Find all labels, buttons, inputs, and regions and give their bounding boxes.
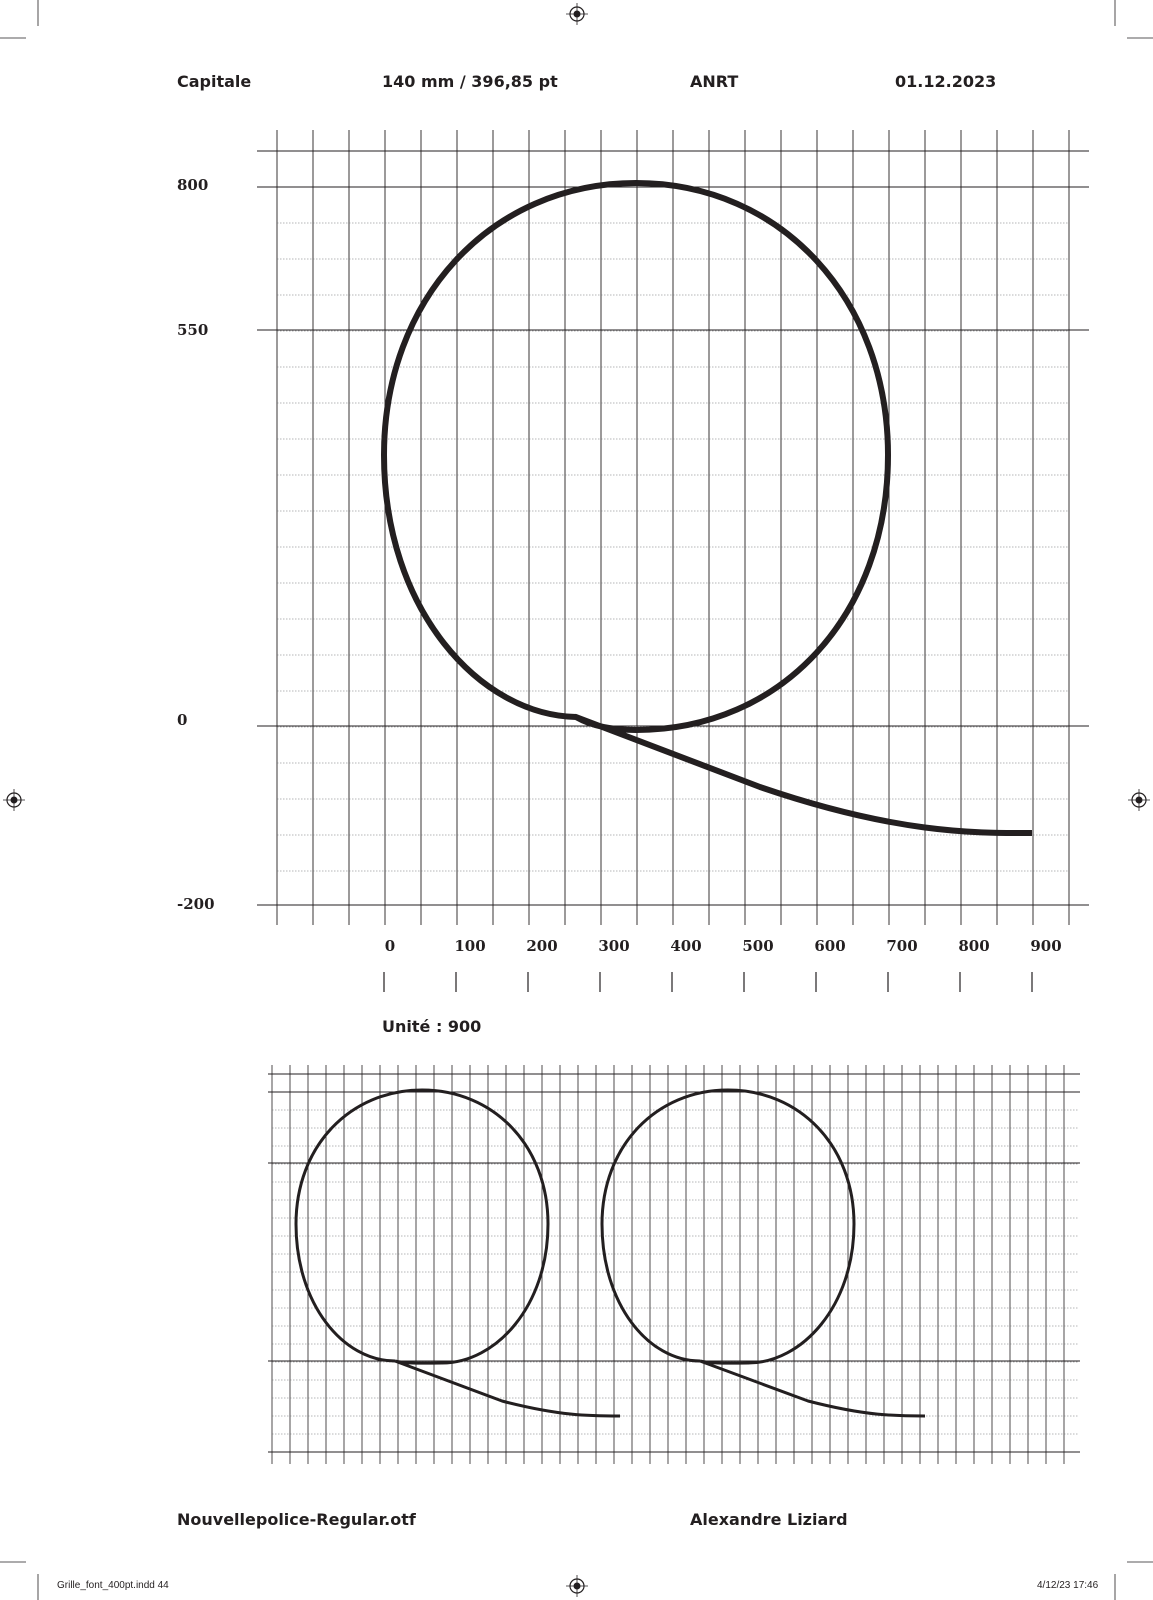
main-glyph-q-outline: [384, 183, 1032, 833]
preview-glyph-q-1: [296, 1090, 620, 1416]
slug-file: Grille_font_400pt.indd 44: [57, 1580, 169, 1591]
main-glyph-grid: [257, 130, 1089, 925]
x-label: 200: [526, 937, 558, 955]
x-label: 600: [814, 937, 846, 955]
x-label: 700: [886, 937, 918, 955]
x-label: 900: [1030, 937, 1062, 955]
preview-glyph-q-2: [602, 1090, 925, 1416]
registration-marks: [3, 3, 1150, 1597]
x-label: 0: [384, 937, 396, 955]
footer-font-file: Nouvellepolice-Regular.otf: [177, 1510, 416, 1529]
header-date: 01.12.2023: [895, 72, 997, 91]
x-label: 800: [958, 937, 990, 955]
x-scale-ticks: [384, 972, 1032, 992]
preview-grid: [268, 1065, 1080, 1464]
header-size: 140 mm / 396,85 pt: [382, 72, 558, 91]
x-label: 500: [742, 937, 774, 955]
y-label-minus200: -200: [177, 895, 215, 913]
slug-datetime: 4/12/23 17:46: [1037, 1580, 1099, 1591]
header-category: Capitale: [177, 72, 252, 91]
y-label-800: 800: [177, 176, 209, 194]
x-label: 300: [598, 937, 630, 955]
x-label: 400: [670, 937, 702, 955]
x-label: 100: [454, 937, 486, 955]
unit-label: Unité : 900: [382, 1017, 482, 1036]
footer-author: Alexandre Liziard: [690, 1510, 848, 1529]
y-label-0: 0: [177, 711, 188, 729]
header-organization: ANRT: [690, 72, 739, 91]
y-label-550: 550: [177, 321, 209, 339]
